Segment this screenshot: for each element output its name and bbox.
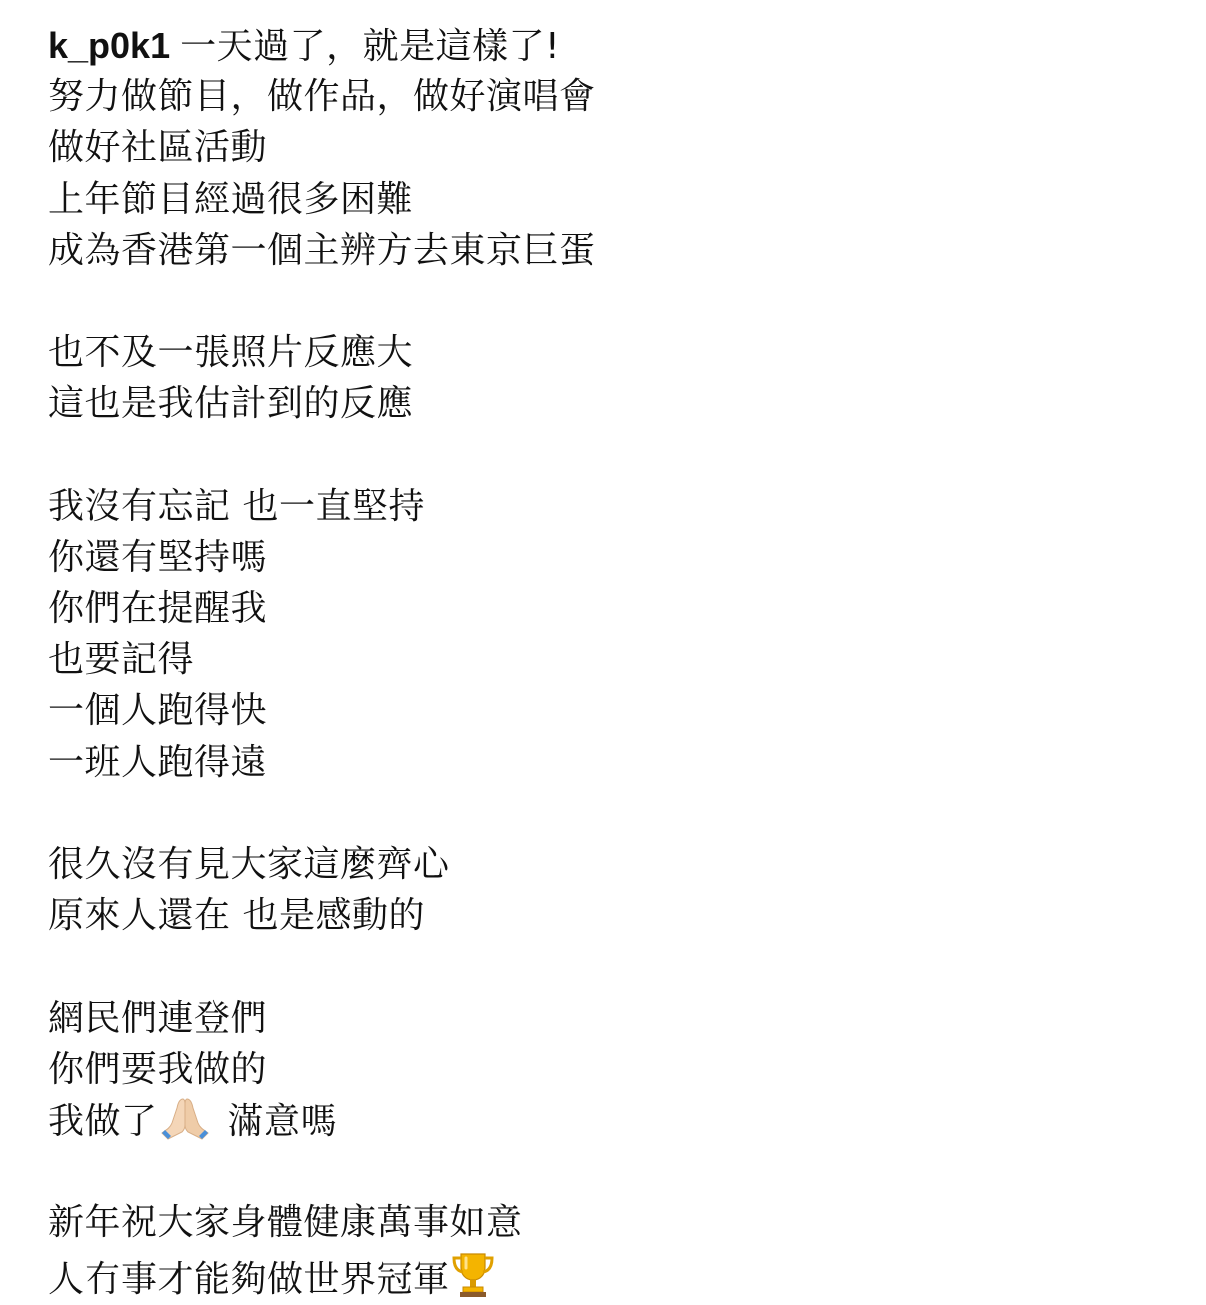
- caption-blank-line: [48, 1146, 1168, 1197]
- caption-line: 努力做節目，做作品，做好演唱會: [48, 76, 596, 118]
- caption-line: 你們在提醒我: [48, 588, 268, 630]
- post-caption: [48, 20, 1168, 1300]
- caption-line: 成為香港第一個主辨方去東京巨蛋: [48, 229, 596, 271]
- caption-text: 我做了: [48, 1100, 158, 1142]
- caption-line: 一班人跑得遠: [48, 741, 268, 783]
- caption-text: 一天過了，就是這樣了!: [180, 26, 561, 67]
- username-link[interactable]: k_p0k1: [48, 25, 171, 66]
- caption-blank-line: [48, 430, 1168, 481]
- trophy-icon: [450, 1249, 496, 1299]
- caption-text: 滿意嗎: [227, 1100, 338, 1142]
- caption-line: 這也是我估計到的反應: [48, 383, 414, 425]
- caption-blank-line: [48, 788, 1168, 839]
- caption-line: [48, 1249, 1168, 1300]
- caption-line: 原來人還在 也是感動的: [48, 895, 425, 937]
- caption-line: 很久沒有見大家這麼齊心: [48, 844, 450, 885]
- caption-text: 人冇事才能夠做世界冠軍: [48, 1258, 450, 1300]
- caption-line: 我沒有忘記 也一直堅持: [48, 485, 425, 527]
- caption-line: 也不及一張照片反應大: [48, 332, 414, 374]
- caption-line: [48, 20, 1168, 71]
- caption-line: 做好社區活動: [48, 127, 268, 169]
- folded-hands-icon: [158, 1095, 212, 1141]
- caption-line: 你還有堅持嗎: [48, 536, 268, 578]
- caption-blank-line: [48, 276, 1168, 327]
- caption-blank-line: [48, 941, 1168, 992]
- caption-line: 網民們連登們: [48, 997, 268, 1039]
- caption-line: 新年祝大家身體健康萬事如意: [48, 1202, 523, 1244]
- caption-line: 也要記得: [48, 639, 195, 681]
- caption-line: 上年節目經過很多困難: [48, 178, 414, 220]
- caption-line: [48, 1095, 1168, 1146]
- caption-line: 一個人跑得快: [48, 690, 268, 732]
- caption-line: 你們要我做的: [48, 1048, 268, 1090]
